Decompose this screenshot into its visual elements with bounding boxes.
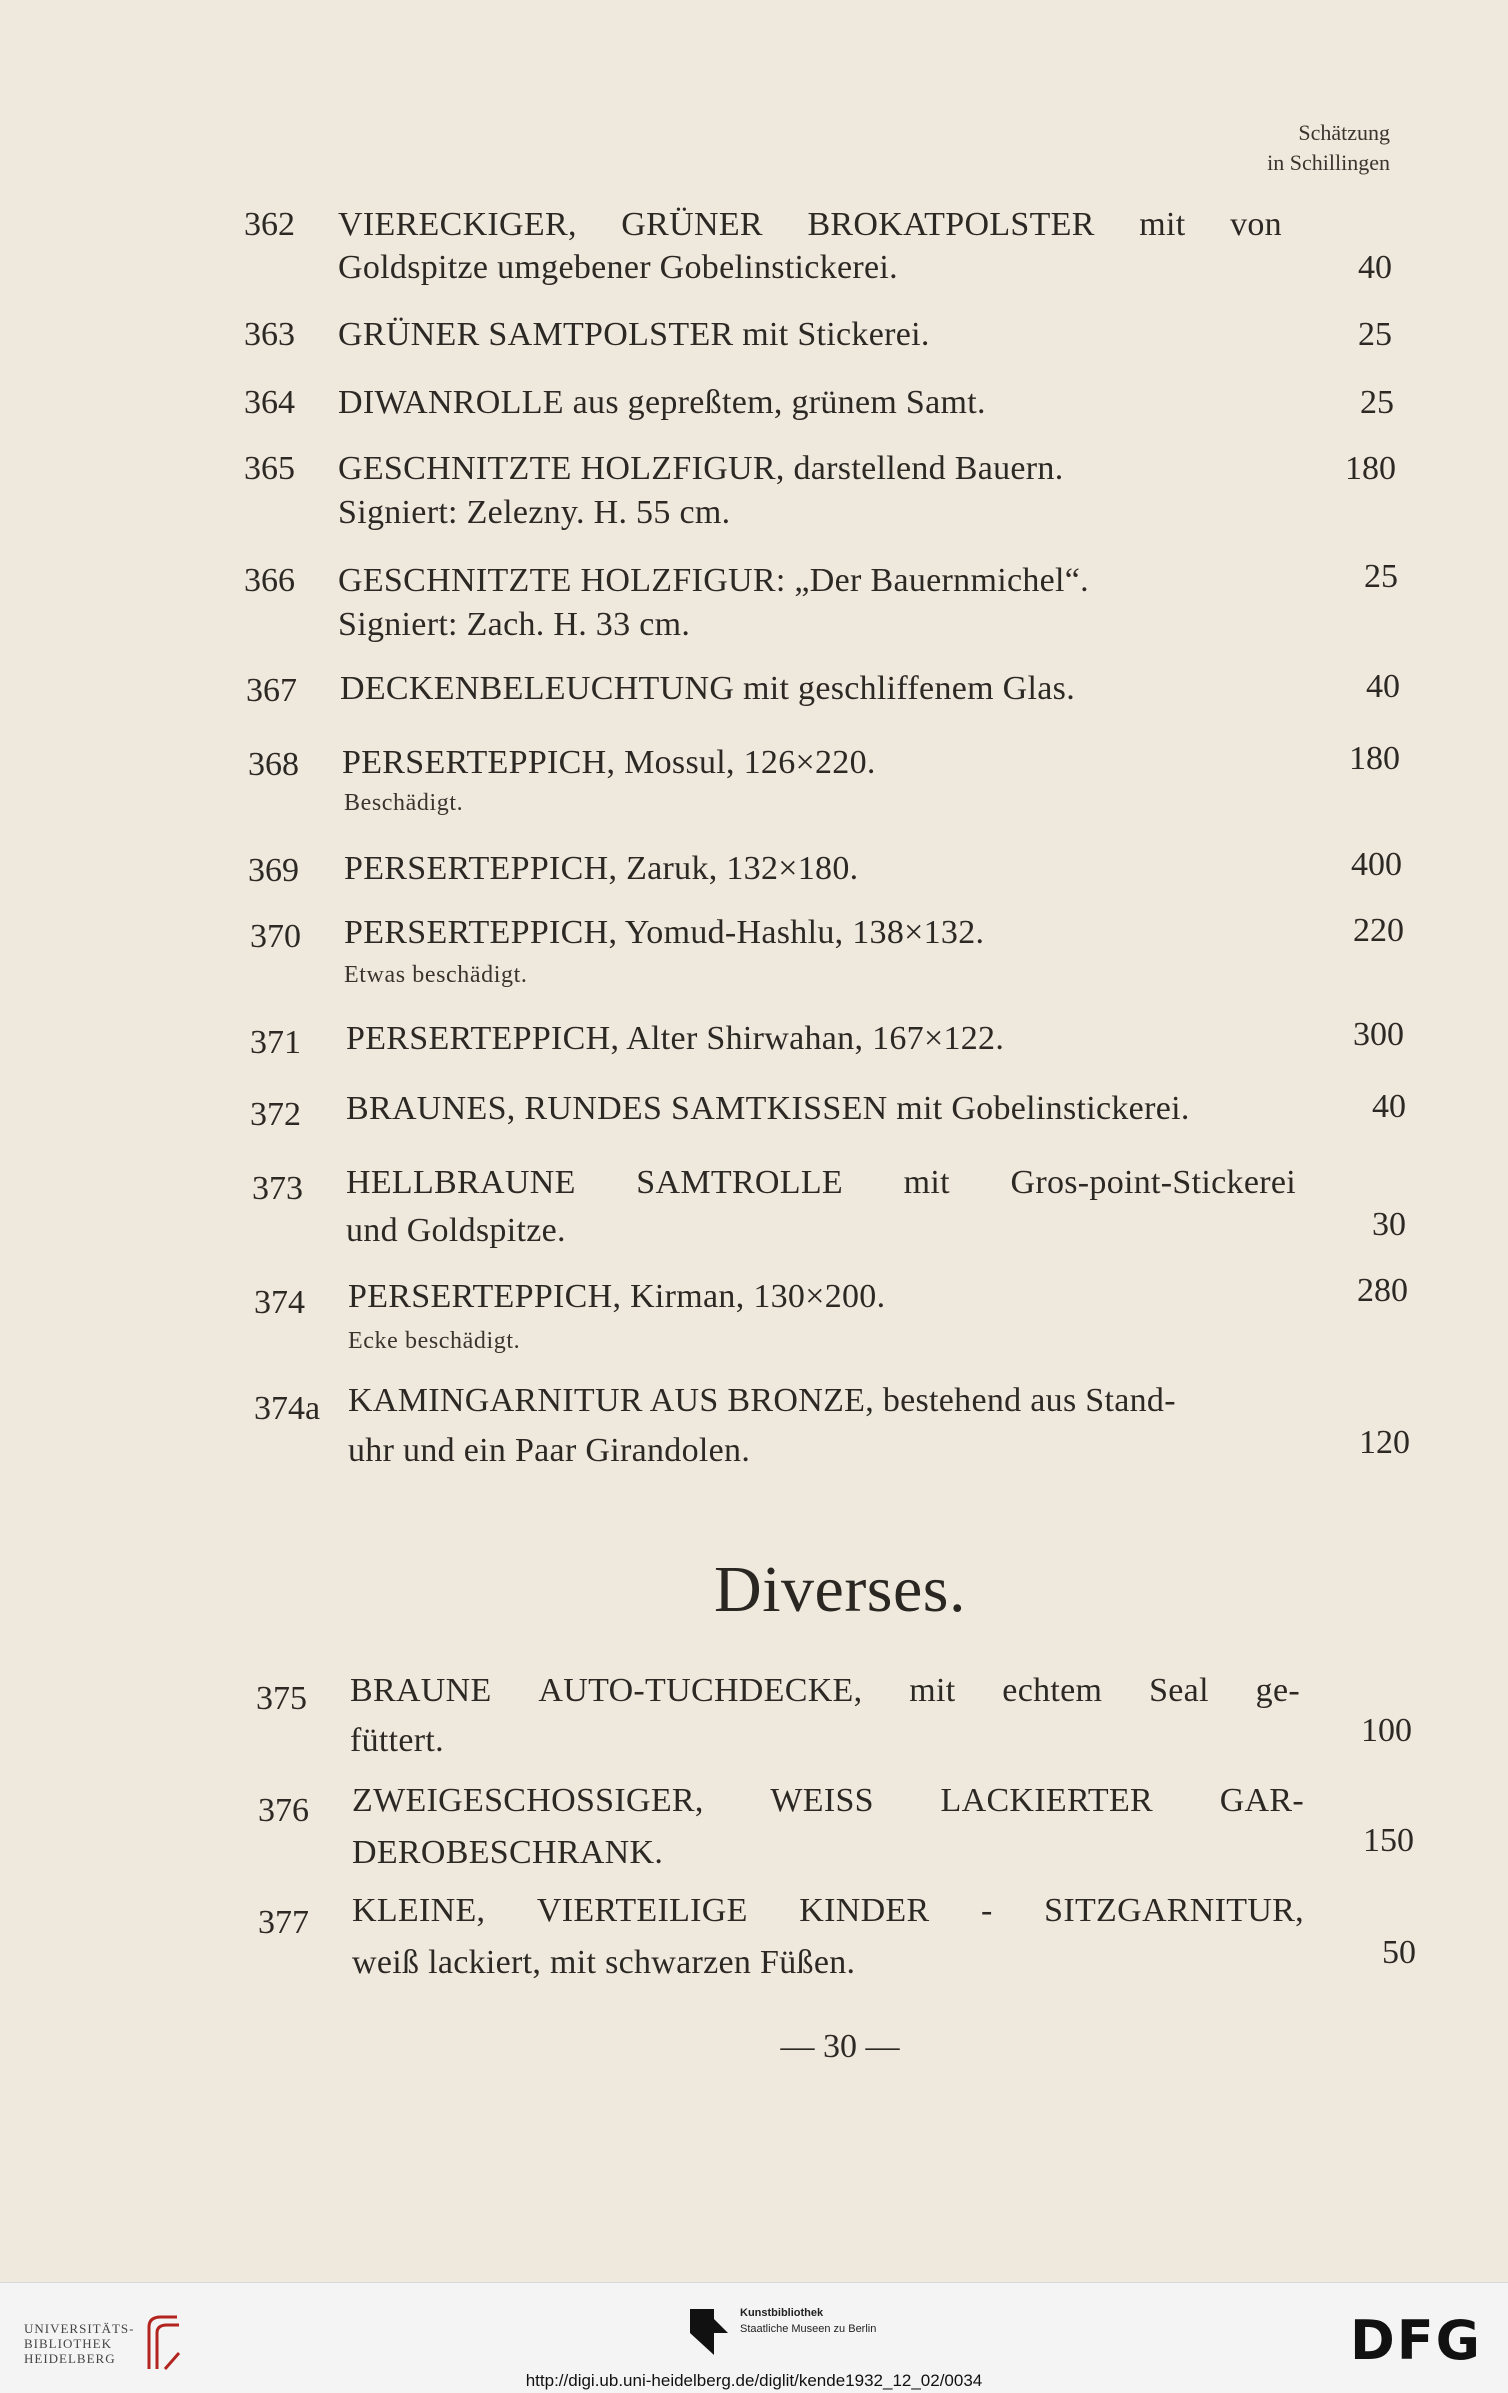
lot-number: 377 [258,1904,309,1941]
condition-note: Beschädigt. [344,790,464,816]
entry-word: Seal [1149,1672,1209,1709]
lot-number: 363 [244,316,295,353]
lot-number: 373 [252,1170,303,1207]
lot-number: 375 [256,1680,307,1717]
entry-word: LACKIERTER [940,1782,1154,1819]
price: 25 [1364,558,1398,595]
entry-line [352,1892,1304,1930]
entry-line: DIWANROLLE aus gepreßtem, grünem Samt. [338,384,986,421]
entry-word: SAMTROLLE [636,1164,843,1201]
logo-text-line: HEIDELBERG [24,2350,116,2366]
kunstbibliothek-text [740,2305,876,2337]
lot-number: 376 [258,1792,309,1829]
entry-line: KAMINGARNITUR AUS BRONZE, bestehend aus Stand- [348,1382,1176,1419]
kb-title: Kunstbibliothek [740,2307,824,2319]
lot-number: 369 [248,852,299,889]
lot-number: 362 [244,206,295,243]
price: 25 [1360,384,1394,421]
entry-line: PERSERTEPPICH, Mossul, 126×220. [342,744,876,781]
entry-word: mit [1139,206,1186,243]
permalink-url[interactable]: http://digi.ub.uni-heidelberg.de/diglit/kende1932_12_02/0034 [525,2371,983,2390]
entry-line [352,1782,1304,1820]
entry-line: GRÜNER SAMTPOLSTER mit Stickerei. [338,316,930,353]
entry-line: Signiert: Zach. H. 33 cm. [338,606,691,643]
kb-subtitle: Staatliche Museen zu Berlin [740,2323,877,2335]
price: 180 [1345,450,1396,487]
page-number: — 30 — [780,2028,900,2065]
entry-line: Goldspitze umgebener Gobelinstickerei. [338,249,898,286]
entry-line: Signiert: Zelezny. H. 55 cm. [338,494,731,531]
entry-word: BRAUNE [350,1672,492,1709]
entry-line [346,1164,1296,1202]
price: 300 [1353,1016,1404,1053]
price: 280 [1357,1272,1408,1309]
entry-word: VIERECKIGER, [338,206,577,243]
university-library-name [24,2321,135,2366]
entry-line: GESCHNITZTE HOLZFIGUR, darstellend Bauern. [338,450,1064,487]
entry-word: ZWEIGESCHOSSIGER, [352,1782,704,1819]
logo-text-line: BIBLIOTHEK [24,2335,112,2351]
price: 40 [1366,668,1400,705]
entry-word: WEISS [770,1782,874,1819]
lot-number: 368 [248,746,299,783]
entry-line: PERSERTEPPICH, Yomud-Hashlu, 138×132. [344,914,985,951]
estimate-column-header [1267,118,1390,178]
lot-number: 371 [250,1024,301,1061]
lot-number: 374 [254,1284,305,1321]
lot-number: 374a [254,1390,321,1427]
lot-number: 367 [246,672,297,709]
entry-line: GESCHNITZTE HOLZFIGUR: „Der Bauernmichel“. [338,562,1089,599]
entry-line: PERSERTEPPICH, Alter Shirwahan, 167×122. [346,1020,1005,1057]
price: 40 [1358,249,1392,286]
entry-line: uhr und ein Paar Girandolen. [348,1432,751,1469]
entry-word: KINDER [799,1892,930,1929]
entry-word: GAR- [1219,1782,1304,1819]
entry-word: GRÜNER [621,206,763,243]
entry-word: SITZGARNITUR, [1044,1892,1304,1929]
lot-number: 366 [244,562,295,599]
entry-word: AUTO-TUCHDECKE, [538,1672,863,1709]
price: 150 [1363,1822,1414,1859]
entry-word: Gros-point-Stickerei [1010,1164,1296,1201]
entry-line [338,206,1282,244]
lot-number: 370 [250,918,301,955]
entry-word: mit [903,1164,950,1201]
entry-line: PERSERTEPPICH, Kirman, 130×200. [348,1278,886,1315]
entry-word: ge- [1255,1672,1300,1709]
price: 180 [1349,740,1400,777]
dfg-logo[interactable]: DFG [1349,2309,1482,2372]
entry-line: DEROBESCHRANK. [352,1834,664,1871]
entry-line: und Goldspitze. [346,1212,566,1249]
entry-line: DECKENBELEUCHTUNG mit geschliffenem Glas. [340,670,1075,707]
lot-number: 364 [244,384,295,421]
estimate-header-line-2: in Schillingen [1267,150,1390,175]
price: 100 [1361,1712,1412,1749]
university-seal-icon [143,2313,183,2373]
entry-word: mit [909,1672,956,1709]
price: 50 [1382,1934,1416,1971]
entry-word: KLEINE, [352,1892,486,1929]
price: 25 [1358,316,1392,353]
lot-number: 372 [250,1096,301,1133]
entry-line [350,1672,1300,1710]
section-title: Diverses. [714,1553,966,1626]
condition-note: Etwas beschädigt. [344,962,528,988]
condition-note: Ecke beschädigt. [348,1328,521,1354]
logo-text-line: UNIVERSITÄTS- [24,2320,135,2336]
price: 120 [1359,1424,1410,1461]
entry-line: BRAUNES, RUNDES SAMTKISSEN mit Gobelinstickerei. [346,1090,1190,1127]
entry-word: - [980,1892,993,1929]
price: 40 [1372,1088,1406,1125]
price: 220 [1353,912,1404,949]
entry-line: PERSERTEPPICH, Zaruk, 132×180. [344,850,859,887]
kunstbibliothek-logo[interactable] [690,2305,876,2355]
estimate-header-line-1: Schätzung [1298,120,1390,145]
lot-number: 365 [244,450,295,487]
kunstbibliothek-mark-icon [690,2309,730,2355]
price: 30 [1372,1206,1406,1243]
entry-line: weiß lackiert, mit schwarzen Füßen. [352,1944,856,1981]
university-library-logo[interactable] [24,2313,183,2373]
entry-word: BROKATPOLSTER [807,206,1095,243]
entry-word: echtem [1002,1672,1103,1709]
entry-word: HELLBRAUNE [346,1164,576,1201]
entry-word: VIERTEILIGE [536,1892,748,1929]
entry-word: von [1230,206,1282,243]
entry-line: füttert. [350,1722,444,1759]
price: 400 [1351,846,1402,883]
viewer-footer [0,2282,1508,2393]
